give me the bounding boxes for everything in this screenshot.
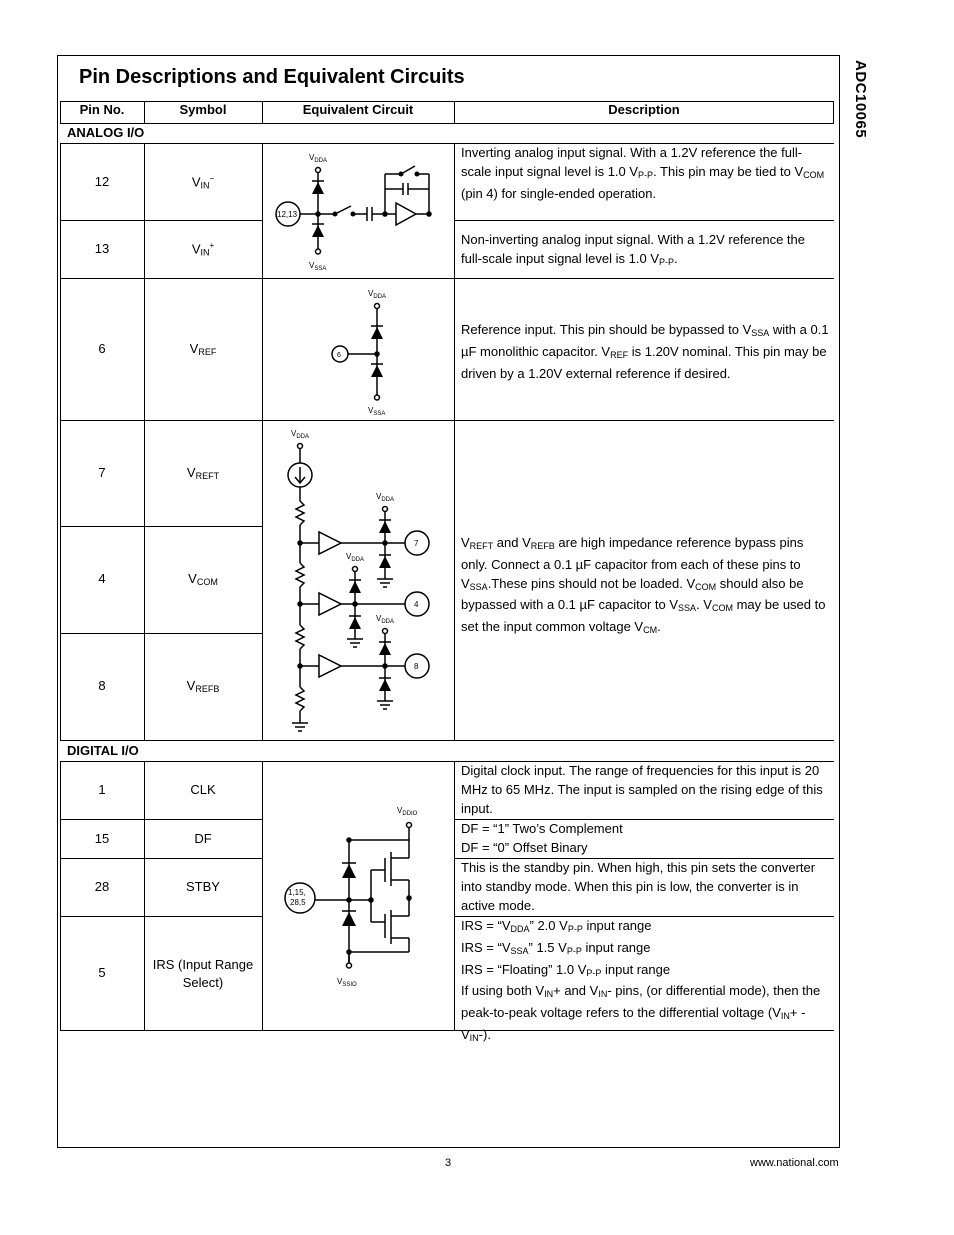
pin-number: 15 (94, 831, 110, 846)
svg-text:VSSA: $V_{SSA}$ (368, 406, 386, 417)
pin-symbol: $V_{COM}$ (188, 571, 218, 587)
pin-number: 1 (98, 782, 106, 797)
table-rule (60, 740, 834, 741)
pin-description: DF = “1” Two’s Complement DF = “0” Offset Binary (461, 821, 623, 855)
svg-text:8: 8 (414, 662, 419, 671)
svg-text:VDDA: $V_{DDA}$ (309, 153, 328, 164)
digital-input-equivalent-circuit (263, 762, 453, 1030)
svg-text:1,15,: 1,15, (288, 888, 306, 897)
svg-text:VSSIO: $V_{SSIO}$ (337, 977, 357, 988)
pin-description: IRS = “$V_{DDA}$” 2.0 $V_{P-P}$ input range IRS = “$V_{SSA}$” 1.5 $V_{P-P}$ input range IRS = “Floating” 1.0 $V_{P-P}$ input range If using both $V_{IN}+$ and $V_{IN}-$ pins, (or differential mode), then the peak-to-peak voltage refers to the differential voltage $(V_{IN}+ - V_{IN}-)$. (461, 918, 821, 1043)
pin-symbol: $V_{IN}^+$ (191, 241, 215, 258)
pin-description: Non-inverting analog input signal. With a 1.2V reference the full-scale input signal level is 1.0 $V_{P-P}$. (461, 232, 805, 267)
svg-text:6: 6 (337, 352, 341, 359)
svg-text:7: 7 (414, 539, 419, 548)
page-number: 3 (445, 1157, 452, 1169)
section-digital-io: DIGITAL I/O (67, 743, 139, 758)
pin-description: Inverting analog input signal. With a 1.2V reference the full-scale input signal level is 1.0 $V_{P-P}$. This pin may be tied to $V_{COM}$ (pin 4) for single-ended operation. (461, 145, 825, 201)
pin-symbol: CLK (190, 782, 216, 797)
pin-description: This is the standby pin. When high, this pin sets the converter into standby mode. When this pin is low, the converter is in active mode. (461, 860, 816, 913)
table-rule (454, 143, 455, 740)
pin-number: 28 (94, 879, 110, 894)
table-rule (60, 761, 61, 1030)
table-rule (60, 220, 262, 221)
pin-symbol: DF (194, 831, 212, 846)
svg-text:4: 4 (414, 600, 419, 609)
pin-symbol: $V_{REF}$ (189, 341, 217, 357)
pin-description: Digital clock input. The range of frequencies for this input is 20 MHz to 65 MHz. The input is sampled on the rising edge of this input. (461, 763, 823, 816)
reference-bypass-equivalent-circuit (263, 421, 453, 740)
table-rule (144, 143, 145, 740)
svg-text:VDDA: $V_{DDA}$ (376, 492, 395, 503)
header-symbol: Symbol (179, 102, 227, 117)
table-rule (454, 220, 834, 221)
table-rule (60, 916, 262, 917)
pin-number: 7 (98, 465, 106, 480)
pin-symbol: $V_{REFT}$ (186, 465, 220, 481)
header-pin-no: Pin No. (79, 102, 125, 117)
part-number-side-label: ADC10065 (852, 60, 869, 139)
svg-text:VSSA: $V_{SSA}$ (309, 261, 327, 272)
vin-equivalent-circuit (263, 144, 453, 278)
svg-text:VDDA: $V_{DDA}$ (346, 552, 365, 563)
svg-text:VDDA: $V_{DDA}$ (368, 289, 387, 300)
table-rule (60, 143, 61, 740)
table-rule (60, 123, 834, 124)
footer-url: www.national.com (750, 1157, 839, 1169)
header-description: Description (608, 102, 680, 117)
pin-symbol: $V_{IN}^-$ (191, 174, 215, 191)
section-analog-io: ANALOG I/O (67, 125, 145, 140)
table-rule (454, 761, 455, 1030)
pin-symbol: $V_{REFB}$ (186, 678, 220, 694)
table-rule (60, 819, 262, 820)
svg-text:VDDIO: $V_{DDIO}$ (397, 806, 418, 817)
svg-text:28,5: 28,5 (290, 898, 306, 907)
vref-equivalent-circuit (263, 279, 453, 420)
pin-number: 4 (98, 571, 106, 586)
pin-symbol: IRS (Input Range Select) (152, 957, 254, 990)
svg-text:VDDA: $V_{DDA}$ (291, 429, 310, 440)
pin-number: 13 (94, 241, 110, 256)
pin-number: 12 (94, 174, 110, 189)
pin-description: $V_{REFT}$ and $V_{REFB}$ are high impedance reference bypass pins only. Connect a 0.1 µF capacitor from each of these pins to $V_{SSA}.These$ pins should not be loaded. $V_{COM}$ should also be bypassed with a 0.1 µF capacitor to $V_{SSA}$. $V_{COM}$ may be used to set the input common voltage $V_{CM}$. (461, 535, 826, 636)
page-title: Pin Descriptions and Equivalent Circuits (79, 66, 465, 88)
table-rule (60, 858, 262, 859)
pin-number: 6 (98, 341, 106, 356)
header-equivalent-circuit: Equivalent Circuit (302, 102, 414, 117)
svg-text:VDDA: $V_{DDA}$ (376, 614, 395, 625)
svg-text:12,13: 12,13 (277, 210, 298, 219)
pin-number: 5 (98, 965, 106, 980)
pin-description: Reference input. This pin should be bypassed to $V_{SSA}$ with a 0.1 µF monolithic capacitor. $V_{REF}$ is 1.20V nominal. This pin may be driven by a 1.20V external reference if desired. (461, 322, 829, 381)
pin-symbol: STBY (186, 879, 220, 894)
table-rule (60, 526, 262, 527)
table-rule (60, 633, 262, 634)
pin-number: 8 (98, 678, 106, 693)
